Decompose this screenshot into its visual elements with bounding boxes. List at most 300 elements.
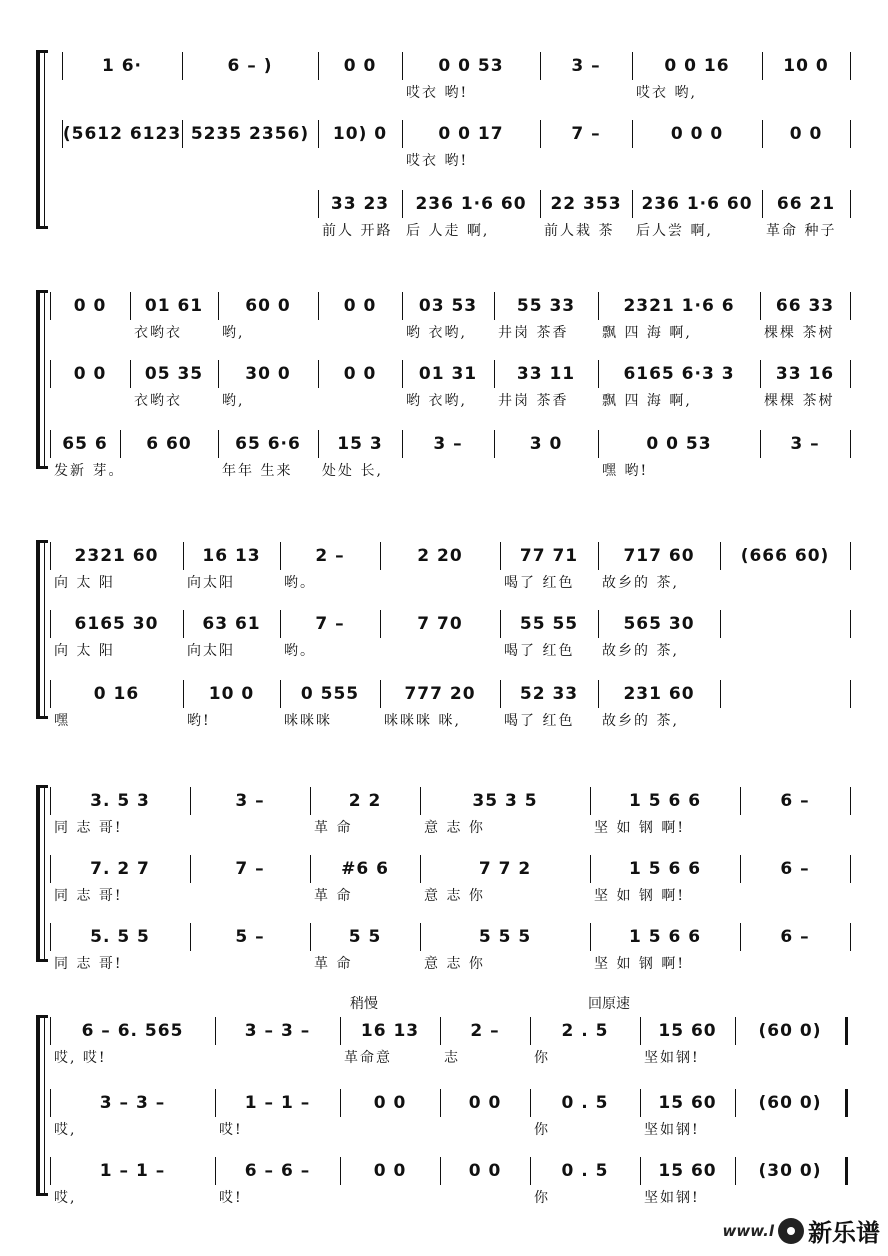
lyric: 故乡的 茶, [602, 643, 679, 659]
barline [850, 292, 851, 320]
measure: 2 2 [348, 791, 382, 811]
barline [318, 120, 319, 148]
barline [318, 360, 319, 388]
lyric: 坚 如 钢 啊! [594, 820, 685, 836]
lyric: 咪咪咪 [284, 713, 332, 729]
lyric: 你 [534, 1190, 550, 1206]
note-line [0, 608, 888, 638]
note-line [0, 358, 888, 388]
system-3 [0, 540, 888, 736]
barline [340, 1017, 341, 1045]
barline [50, 610, 51, 638]
note-line [0, 853, 888, 883]
measure: 2321 1·6 6 [623, 296, 735, 316]
barline [720, 542, 721, 570]
lyric: 志 [444, 1050, 460, 1066]
lyric: 同 志 哥! [54, 956, 123, 972]
lyric: 哟, [222, 393, 245, 409]
barline [740, 855, 741, 883]
barline [50, 680, 51, 708]
system-1 [0, 50, 888, 246]
barline [318, 292, 319, 320]
barline [598, 360, 599, 388]
barline [762, 190, 763, 218]
lyric: 哎衣 哟! [406, 85, 469, 101]
note-line [0, 290, 888, 320]
barline [182, 52, 183, 80]
lyric: 向太阳 [187, 643, 235, 659]
lyric: 哟, [222, 325, 245, 341]
lyric: 衣哟衣 [134, 325, 182, 341]
measure: 3 – [235, 791, 265, 811]
measure: 66 33 [775, 296, 835, 316]
lyric-line [0, 953, 888, 975]
lyric: 革命意 [344, 1050, 392, 1066]
measure: 3 – [790, 434, 820, 454]
lyric: 哟。 [284, 575, 316, 591]
note-line [0, 428, 888, 458]
lyric: 坚 如 钢 啊! [594, 888, 685, 904]
measure: (5612 6123 [62, 124, 182, 144]
barline [640, 1089, 641, 1117]
measure: 03 53 [418, 296, 478, 316]
barline [130, 292, 131, 320]
barline [760, 360, 761, 388]
barline [845, 1017, 848, 1045]
barline [850, 542, 851, 570]
barline [640, 1017, 641, 1045]
measure: 3 – 3 – [99, 1093, 166, 1113]
lyric-line [0, 220, 888, 242]
measure: 0 0 [73, 364, 107, 384]
barline [598, 610, 599, 638]
barline [540, 52, 541, 80]
lyric: 咪咪咪 咪, [384, 713, 461, 729]
measure: 6 – [780, 927, 810, 947]
barline [850, 787, 851, 815]
measure: 1 5 6 6 [628, 791, 702, 811]
barline [50, 292, 51, 320]
barline [50, 787, 51, 815]
measure: #6 6 [341, 859, 389, 879]
barline [735, 1089, 736, 1117]
barline [50, 542, 51, 570]
barline [850, 120, 851, 148]
barline [310, 923, 311, 951]
barline [310, 787, 311, 815]
measure: 3 0 [529, 434, 563, 454]
measure: 7 – [571, 124, 601, 144]
measure: 52 33 [519, 684, 579, 704]
lyric: 井岗 茶香 [498, 325, 569, 341]
system-5 [0, 996, 888, 1213]
barline [50, 1157, 51, 1185]
barline [402, 360, 403, 388]
measure: 0 0 [373, 1093, 407, 1113]
watermark [723, 1213, 880, 1248]
measure: 10 0 [208, 684, 255, 704]
barline [598, 430, 599, 458]
measure: 6 – ) [227, 56, 273, 76]
measure: 05 35 [144, 364, 204, 384]
barline [720, 610, 721, 638]
barline [640, 1157, 641, 1185]
measure: 6 – 6 – [244, 1161, 311, 1181]
barline [632, 52, 633, 80]
lyric: 哎衣 哟! [406, 153, 469, 169]
measure: 2321 60 [74, 546, 159, 566]
lyric: 哎, 哎! [54, 1050, 107, 1066]
barline [540, 120, 541, 148]
lyric: 哎, [54, 1190, 77, 1206]
barline [190, 787, 191, 815]
measure: 1 – 1 – [99, 1161, 166, 1181]
barline [735, 1157, 736, 1185]
measure: 01 61 [144, 296, 204, 316]
measure: 2 – [470, 1021, 500, 1041]
barline [218, 430, 219, 458]
lyric: 意 志 你 [424, 888, 485, 904]
lyric: 前人 开路 [322, 223, 393, 239]
barline [632, 190, 633, 218]
barline [50, 1017, 51, 1045]
barline [590, 923, 591, 951]
barline [420, 923, 421, 951]
lyric: 意 志 你 [424, 820, 485, 836]
note-line [0, 188, 888, 218]
lyric-line [0, 710, 888, 732]
barline [590, 855, 591, 883]
barline [402, 430, 403, 458]
lyric-line [0, 572, 888, 594]
measure: 30 0 [245, 364, 291, 384]
lyric: 哟 衣哟, [406, 325, 467, 341]
lyric: 革 命 [314, 956, 353, 972]
barline [850, 610, 851, 638]
lyric: 飘 四 海 啊, [602, 325, 692, 341]
measure: 5235 2356) [190, 124, 310, 144]
measure: 0 0 17 [438, 124, 504, 144]
measure: 0 . 5 [561, 1093, 609, 1113]
measure: 0 0 [468, 1093, 502, 1113]
record-icon [778, 1218, 804, 1244]
measure: 0 0 [73, 296, 107, 316]
barline [420, 787, 421, 815]
lyric: 井岗 茶香 [498, 393, 569, 409]
barline [318, 430, 319, 458]
measure: 15 3 [337, 434, 383, 454]
barline [340, 1157, 341, 1185]
measure: 65 6 [62, 434, 108, 454]
barline [183, 680, 184, 708]
barline [50, 923, 51, 951]
note-line [0, 921, 888, 951]
measure: 1 6· [101, 56, 143, 76]
barline [598, 680, 599, 708]
barline [762, 120, 763, 148]
lyric: 喝了 红色 [504, 713, 575, 729]
lyric: 革 命 [314, 888, 353, 904]
measure: 0 0 [373, 1161, 407, 1181]
measure: 5 – [235, 927, 265, 947]
measure: 7 – [315, 614, 345, 634]
barline [215, 1157, 216, 1185]
tempo-mark: 稍慢 [350, 996, 378, 1012]
measure: 5. 5 5 [90, 927, 150, 947]
measure: 7 70 [417, 614, 463, 634]
barline [632, 120, 633, 148]
system-4 [0, 785, 888, 979]
barline [760, 430, 761, 458]
lyric: 坚如钢! [644, 1122, 700, 1138]
measure: 717 60 [623, 546, 695, 566]
lyric: 衣哟衣 [134, 393, 182, 409]
measure: 6 – 6. 565 [81, 1021, 184, 1041]
measure: 2 20 [417, 546, 463, 566]
measure: 22 353 [550, 194, 622, 214]
measure: 7 – [235, 859, 265, 879]
barline [183, 542, 184, 570]
measure: 3 – 3 – [244, 1021, 311, 1041]
measure: 5 5 5 [478, 927, 532, 947]
measure: 60 0 [245, 296, 291, 316]
note-line [0, 785, 888, 815]
lyric: 同 志 哥! [54, 820, 123, 836]
lyric-line [0, 390, 888, 412]
lyric: 向 太 阳 [54, 575, 115, 591]
measure: 6165 6·3 3 [623, 364, 735, 384]
barline [130, 360, 131, 388]
measure [724, 680, 846, 708]
barline [845, 1089, 848, 1117]
lyric: 处处 长, [322, 463, 383, 479]
barline [530, 1017, 531, 1045]
barline [183, 610, 184, 638]
lyric-line [0, 885, 888, 907]
barline [850, 923, 851, 951]
lyric: 哎, [54, 1122, 77, 1138]
measure: 1 – 1 – [244, 1093, 311, 1113]
measure: 33 23 [330, 194, 390, 214]
barline [598, 292, 599, 320]
note-line [0, 118, 888, 148]
measure: 0 0 [789, 124, 823, 144]
lyric: 哟 衣哟, [406, 393, 467, 409]
note-line [0, 50, 888, 80]
system-2 [0, 290, 888, 486]
measure: 2 . 5 [561, 1021, 609, 1041]
barline [182, 120, 183, 148]
measure: 231 60 [623, 684, 695, 704]
lyric: 坚如钢! [644, 1190, 700, 1206]
measure: 236 1·6 60 [415, 194, 527, 214]
barline [494, 430, 495, 458]
measure: 0 0 [343, 56, 377, 76]
measure: 565 30 [623, 614, 695, 634]
barline [850, 855, 851, 883]
lyric: 哎! [219, 1122, 243, 1138]
lyric: 你 [534, 1050, 550, 1066]
measure: 236 1·6 60 [641, 194, 753, 214]
measure: 0 . 5 [561, 1161, 609, 1181]
measure: 0 0 53 [646, 434, 712, 454]
barline [735, 1017, 736, 1045]
measure: 16 13 [360, 1021, 420, 1041]
note-line [0, 678, 888, 708]
lyric: 你 [534, 1122, 550, 1138]
barline [530, 1089, 531, 1117]
measure: 15 60 [658, 1093, 717, 1113]
barline [380, 610, 381, 638]
barline [850, 430, 851, 458]
measure: 0 0 16 [664, 56, 730, 76]
barline [318, 52, 319, 80]
lyric: 坚如钢! [644, 1050, 700, 1066]
note-line [0, 1155, 888, 1185]
note-line [0, 1087, 888, 1117]
barline [280, 680, 281, 708]
barline [598, 542, 599, 570]
measure: 6 60 [146, 434, 192, 454]
barline [218, 360, 219, 388]
lyric: 喝了 红色 [504, 643, 575, 659]
measure: 16 13 [202, 546, 261, 566]
lyric: 革 命 [314, 820, 353, 836]
barline [500, 680, 501, 708]
measure: 777 20 [404, 684, 476, 704]
measure: 7 7 2 [478, 859, 532, 879]
barline [215, 1089, 216, 1117]
barline [215, 1017, 216, 1045]
barline [310, 855, 311, 883]
barline [762, 52, 763, 80]
lyric: 喝了 红色 [504, 575, 575, 591]
watermark-url: www.l [722, 1221, 774, 1240]
barline [380, 680, 381, 708]
measure: 55 33 [516, 296, 576, 316]
measure: 0 555 [300, 684, 360, 704]
barline [380, 542, 381, 570]
barline [218, 292, 219, 320]
measure: 10) 0 [332, 124, 388, 144]
barline [540, 190, 541, 218]
barline [420, 855, 421, 883]
measure: 0 0 [343, 296, 377, 316]
lyric: 嘿 哟! [602, 463, 649, 479]
lyric-line [0, 1119, 888, 1141]
measure: 55 55 [519, 614, 579, 634]
measure: 3 – [571, 56, 601, 76]
measure: 6 – [780, 859, 810, 879]
lyric: 飘 四 海 啊, [602, 393, 692, 409]
barline [494, 360, 495, 388]
measure: (666 60) [740, 546, 830, 566]
barline [318, 190, 319, 218]
measure: 1 5 6 6 [628, 859, 702, 879]
lyric: 革命 种子 [766, 223, 837, 239]
lyric: 哟。 [284, 643, 316, 659]
measure: 1 5 6 6 [628, 927, 702, 947]
measure: 35 3 5 [472, 791, 538, 811]
barline [50, 430, 51, 458]
measure: 66 21 [776, 194, 836, 214]
lyric: 年年 生来 [222, 463, 293, 479]
measure: 10 0 [783, 56, 829, 76]
barline [402, 120, 403, 148]
measure: 0 0 53 [438, 56, 504, 76]
measure: 33 16 [775, 364, 835, 384]
barline [845, 1157, 848, 1185]
measure: 3 – [433, 434, 463, 454]
measure: 01 31 [418, 364, 478, 384]
measure [724, 610, 846, 638]
barline [440, 1017, 441, 1045]
barline [50, 360, 51, 388]
barline [740, 787, 741, 815]
barline [500, 542, 501, 570]
note-line [0, 1015, 888, 1045]
lyric: 故乡的 茶, [602, 575, 679, 591]
measure: (30 0) [758, 1161, 822, 1181]
barline [280, 542, 281, 570]
measure: 15 60 [658, 1021, 717, 1041]
lyric: 向太阳 [187, 575, 235, 591]
barline [402, 52, 403, 80]
lyric: 向 太 阳 [54, 643, 115, 659]
barline [62, 52, 63, 80]
barline [190, 923, 191, 951]
barline [590, 787, 591, 815]
watermark-brand: 新乐谱 [808, 1219, 880, 1247]
barline [494, 292, 495, 320]
measure: 7. 2 7 [90, 859, 150, 879]
barline [50, 855, 51, 883]
lyric: 哎! [219, 1190, 243, 1206]
measure: 15 60 [658, 1161, 717, 1181]
barline [402, 292, 403, 320]
measure: (60 0) [758, 1093, 822, 1113]
lyric: 同 志 哥! [54, 888, 123, 904]
lyric-line [0, 150, 888, 172]
barline [280, 610, 281, 638]
measure: 0 0 [343, 364, 377, 384]
lyric: 发新 芽。 [54, 463, 125, 479]
barline [850, 680, 851, 708]
barline [50, 1089, 51, 1117]
barline [340, 1089, 341, 1117]
lyric: 后 人走 啊, [406, 223, 490, 239]
barline [500, 610, 501, 638]
measure: 0 16 [93, 684, 140, 704]
note-line [0, 540, 888, 570]
lyric: 坚 如 钢 啊! [594, 956, 685, 972]
measure: 5 5 [348, 927, 382, 947]
lyric-line [0, 460, 888, 482]
measure: 0 0 [468, 1161, 502, 1181]
lyric: 棵棵 茶树 [764, 393, 835, 409]
measure: 0 0 0 [670, 124, 724, 144]
barline [120, 430, 121, 458]
measure: 6165 30 [74, 614, 159, 634]
measure: 2 – [315, 546, 345, 566]
lyric-line [0, 82, 888, 104]
barline [720, 680, 721, 708]
barline [850, 52, 851, 80]
measure: 77 71 [519, 546, 579, 566]
barline [402, 190, 403, 218]
barline [440, 1089, 441, 1117]
measure: 63 61 [202, 614, 261, 634]
